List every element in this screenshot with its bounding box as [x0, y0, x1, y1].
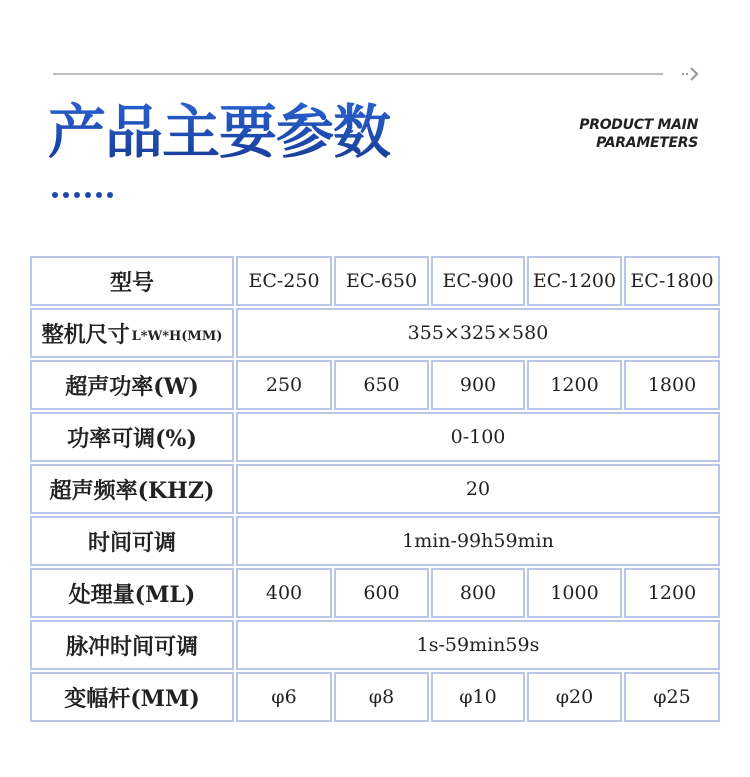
row-label-text: 整机尺寸: [41, 321, 130, 348]
value-cell: 800: [431, 568, 525, 618]
value-cell: φ8: [334, 672, 429, 722]
merged-value-cell: 1s-59min59s: [236, 620, 720, 670]
row-label: [30, 672, 234, 722]
value-cell: 900: [431, 360, 525, 410]
row-label-unit: L*W*H(MM): [131, 328, 223, 344]
value-cell: 650: [334, 360, 429, 410]
value-cell: EC-900: [431, 256, 525, 306]
subtitle-line-1: PRODUCT MAIN: [579, 117, 698, 133]
decorative-dots: [52, 192, 113, 198]
value-cell: 400: [236, 568, 332, 618]
row-label-text: 功率可调(%): [67, 425, 197, 452]
value-cell: 1800: [624, 360, 720, 410]
dot: [85, 192, 91, 198]
dot: [63, 192, 69, 198]
dot: [96, 192, 102, 198]
dot: [52, 192, 58, 198]
dot: [107, 192, 113, 198]
row-label-text: 超声功率(W): [65, 373, 199, 400]
merged-value-cell: 20: [236, 464, 720, 514]
row-label-text: 变幅杆(MM): [64, 685, 200, 712]
dot: [74, 192, 80, 198]
page-subtitle: [579, 116, 698, 152]
merged-value-cell: 355×325×580: [236, 308, 720, 358]
row-label: [30, 620, 234, 670]
row-label: [30, 412, 234, 462]
value-cell: 600: [334, 568, 429, 618]
value-cell: EC-1200: [527, 256, 622, 306]
row-label: [30, 360, 234, 410]
value-cell: 1200: [527, 360, 622, 410]
value-cell: φ6: [236, 672, 332, 722]
value-cell: φ10: [431, 672, 525, 722]
row-label: [30, 516, 234, 566]
value-cell: 250: [236, 360, 332, 410]
row-label: [30, 308, 234, 358]
row-label: [30, 464, 234, 514]
subtitle-line-2: PARAMETERS: [596, 135, 698, 151]
page-title: 产品主要参数: [48, 98, 391, 166]
row-label-text: 超声频率(KHZ): [49, 477, 215, 504]
merged-value-cell: 0-100: [236, 412, 720, 462]
value-cell: EC-650: [334, 256, 429, 306]
value-cell: EC-250: [236, 256, 332, 306]
row-label-text: 脉冲时间可调: [65, 633, 198, 660]
value-cell: φ20: [527, 672, 622, 722]
header-rule: [53, 73, 663, 75]
row-label: [30, 568, 234, 618]
value-cell: φ25: [624, 672, 720, 722]
value-cell: EC-1800: [624, 256, 720, 306]
merged-value-cell: 1min-99h59min: [236, 516, 720, 566]
row-label-text: 型号: [109, 269, 154, 296]
row-label-text: 处理量(ML): [68, 581, 196, 608]
value-cell: 1200: [624, 568, 720, 618]
value-cell: 1000: [527, 568, 622, 618]
chevron-right-icon: [680, 64, 702, 84]
row-label: [30, 256, 234, 306]
row-label-text: 时间可调: [87, 529, 176, 556]
